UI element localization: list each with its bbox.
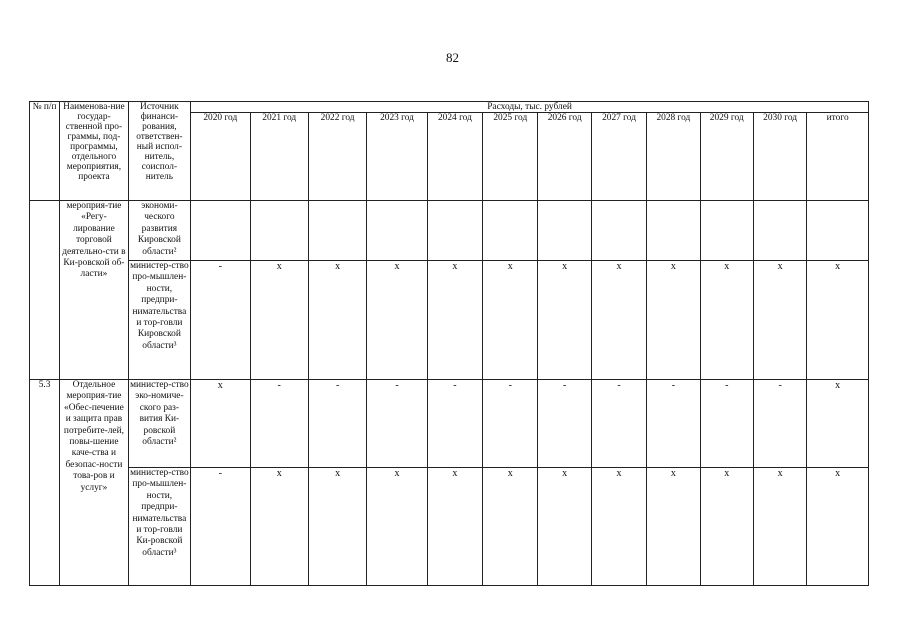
value-cell: x xyxy=(753,468,806,586)
value-cell xyxy=(483,201,538,261)
value-cell: x xyxy=(647,468,700,586)
value-cell: - xyxy=(308,380,366,468)
value-cell: - xyxy=(753,380,806,468)
value-cell: x xyxy=(483,261,538,380)
year-header: 2023 год xyxy=(367,113,427,201)
value-cell xyxy=(591,201,646,261)
value-cell xyxy=(250,201,308,261)
value-cell: x xyxy=(367,468,427,586)
year-header: 2028 год xyxy=(647,113,700,201)
value-cell: - xyxy=(700,380,753,468)
value-cell xyxy=(427,201,482,261)
value-cell xyxy=(538,201,591,261)
row-num: 5.3 xyxy=(30,380,60,586)
header-row xyxy=(30,102,869,113)
value-cell: x xyxy=(591,468,646,586)
value-cell xyxy=(308,201,366,261)
value-cell: x xyxy=(647,261,700,380)
header-name: Наименова-ние государ-ственной про-граммы, под-программы, отдельного мероприятия, проекта xyxy=(60,102,128,201)
value-cell: x xyxy=(308,468,366,586)
year-header: 2025 год xyxy=(483,113,538,201)
row-source: министер-ство про-мышлен-ности, предпри-нимательства и тор-говли Ки-ровской области³ xyxy=(128,468,190,586)
table-row xyxy=(30,201,869,261)
year-header: 2026 год xyxy=(538,113,591,201)
value-cell: - xyxy=(591,380,646,468)
expenses-table xyxy=(29,101,869,586)
row-source: министер-ство про-мышлен-ности, предпри-нимательства и тор-говли Кировской области³ xyxy=(128,261,190,380)
year-header: 2029 год xyxy=(700,113,753,201)
year-header: 2020 год xyxy=(191,113,250,201)
value-cell: x xyxy=(367,261,427,380)
year-header: 2030 год xyxy=(753,113,806,201)
header-source: Источник финанси-рования, ответствен-ный испол-нитель, соиспол-нитель xyxy=(128,102,190,201)
year-header: 2022 год xyxy=(308,113,366,201)
value-cell: - xyxy=(538,380,591,468)
value-cell xyxy=(191,201,250,261)
year-header: 2021 год xyxy=(250,113,308,201)
value-cell: x xyxy=(807,261,869,380)
page-number: 82 xyxy=(446,50,459,65)
value-cell: x xyxy=(191,380,250,468)
value-cell: x xyxy=(753,261,806,380)
value-cell: x xyxy=(807,468,869,586)
value-cell: - xyxy=(647,380,700,468)
value-cell xyxy=(367,201,427,261)
row-source: министер-ство эко-номиче-ского раз-вития Ки-ровской области² xyxy=(128,380,190,468)
value-cell: - xyxy=(367,380,427,468)
value-cell: x xyxy=(538,261,591,380)
value-cell: x xyxy=(427,261,482,380)
value-cell xyxy=(753,201,806,261)
value-cell xyxy=(647,201,700,261)
value-cell: x xyxy=(807,380,869,468)
year-header: 2027 год xyxy=(591,113,646,201)
value-cell xyxy=(807,201,869,261)
total-header: итого xyxy=(807,113,869,201)
value-cell: x xyxy=(538,468,591,586)
row-source: экономи-ческого развития Кировской области² xyxy=(128,201,190,261)
value-cell: x xyxy=(250,468,308,586)
value-cell: x xyxy=(308,261,366,380)
value-cell xyxy=(700,201,753,261)
table-row xyxy=(30,380,869,468)
value-cell: - xyxy=(427,380,482,468)
header-expenses: Расходы, тыс. рублей xyxy=(191,102,869,113)
value-cell: x xyxy=(483,468,538,586)
row-name: мероприя-тие «Регу-лирование торговой деятельно-сти в Ки-ровской об-ласти» xyxy=(60,201,128,380)
value-cell: x xyxy=(591,261,646,380)
value-cell: - xyxy=(483,380,538,468)
year-header: 2024 год xyxy=(427,113,482,201)
row-num xyxy=(30,201,60,380)
header-num: № п/п xyxy=(30,102,60,201)
table-row xyxy=(30,468,869,586)
value-cell: - xyxy=(191,468,250,586)
value-cell: x xyxy=(700,468,753,586)
value-cell: - xyxy=(191,261,250,380)
value-cell: x xyxy=(427,468,482,586)
value-cell: x xyxy=(250,261,308,380)
value-cell: - xyxy=(250,380,308,468)
row-name: Отдельное мероприя-тие «Обес-печение и защита прав потребите-лей, повы-шение каче-ства и безопас-ности това-ров и услуг» xyxy=(60,380,128,586)
table-row xyxy=(30,261,869,380)
value-cell: x xyxy=(700,261,753,380)
